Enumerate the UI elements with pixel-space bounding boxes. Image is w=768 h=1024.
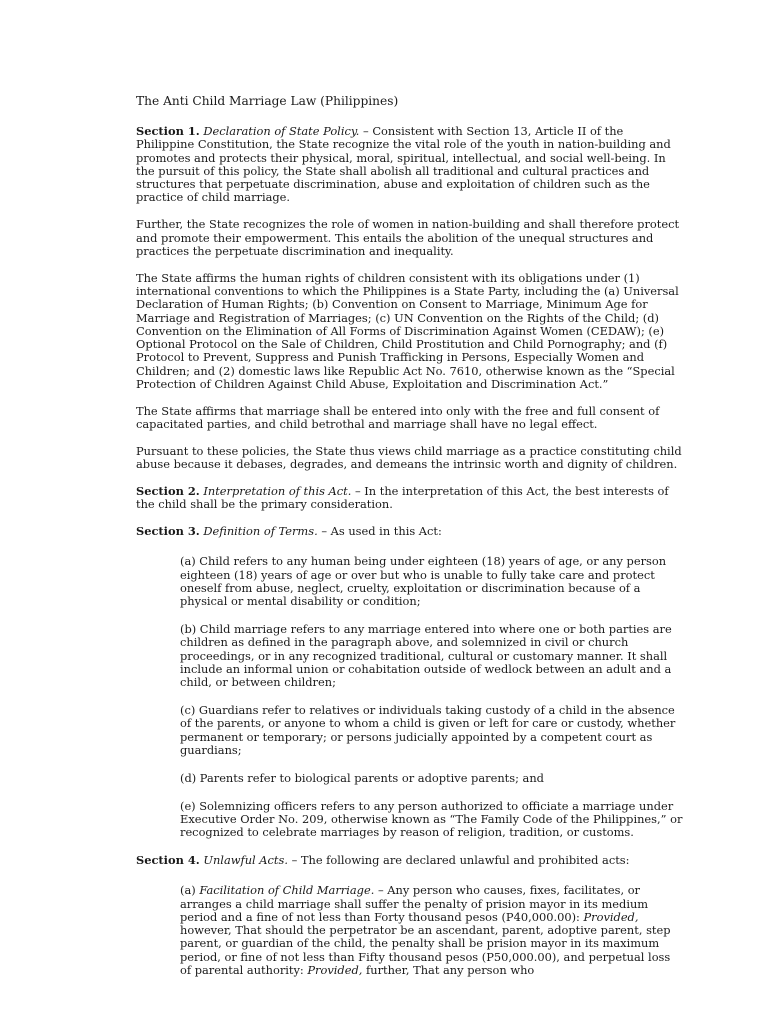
document-title: The Anti Child Marriage Law (Philippines): [136, 94, 399, 108]
section-4-paragraph: [136, 854, 684, 867]
paragraph-consent: The State affirms that marriage shall be entered into only with the free and full consent of capacitated parties, and child betrothal and marriage shall have no legal effect.: [136, 403, 660, 432]
section-3-heading: Definition of Terms.: [203, 524, 318, 539]
unlawful-act-a-provided-1: Provided,: [583, 909, 639, 924]
section-1-heading: Declaration of State Policy.: [203, 124, 360, 138]
unlawful-act-a: [180, 884, 684, 977]
unlawful-act-a-heading: Facilitation of Child Marriage.: [199, 883, 375, 898]
paragraph-rights: The State affirms the human rights of children consistent with its obligations under (1) international conventions to which the Philippines is a State Party, including the (a) Universal Declaration of Human Rights; (b) Convention on Consent to Marriage, Minimum Age for Marriage and Registration of Marriages; (c) UN Convention on the Rights of the Child; (d) Convention on the Elimination of All Forms of Discrimination Against Women (CEDAW); (e) Optional Protocol on the Sale of Children, Child Prostitution and Child Pornography; and (f) Protocol to Prevent, Suppress and Punish Trafficking in Persons, Especially Women and Children; and (2) domestic laws like Republic Act No. 7610, otherwise known as the “Special Protection of Children Against Child Abuse, Exploitation and Discrimination Act.”: [136, 270, 679, 392]
section-2-heading: Interpretation of this Act.: [203, 484, 352, 499]
unlawful-act-a-label: (a): [180, 883, 200, 898]
section-3-text: – As used in this Act:: [317, 524, 442, 539]
definition-e: (e) Solemnizing officers refers to any person authorized to officiate a marriage under Executive Order No. 209, otherwise known as “The Family Code of the Philippines,” or recognized to celebrate marriages by reason of religion, tradition, or customs.: [180, 798, 683, 840]
unlawful-act-a-text-1: – Any person who causes, fixes, facilitates, or arranges a child marriage shall suffer the penalty of prision mayor in its medium period and a fine of not less than Forty thousand pesos (P40,000.00):: [180, 883, 649, 924]
definition-a: (a) Child refers to any human being under eighteen (18) years of age, or any person eighteen (18) years of age or over but who is unable to fully take care and protect oneself from abuse, neglect, cruelty, exploitation or discrimination because of a physical or mental disability or condition;: [180, 554, 667, 609]
section-4-heading: Unlawful Acts.: [203, 852, 288, 867]
unlawful-act-a-provided-2: Provided,: [307, 963, 363, 978]
section-4-number: Section 4.: [136, 852, 200, 867]
section-3-number: Section 3.: [136, 524, 200, 539]
section-2-text: – In the interpretation of this Act, the best interests of the child shall be the primary consideration.: [136, 484, 669, 512]
section-2-number: Section 2.: [136, 484, 200, 499]
section-2-paragraph: [136, 485, 684, 512]
section-4-text: – The following are declared unlawful and prohibited acts:: [287, 852, 630, 867]
section-1-number: Section 1.: [136, 124, 200, 138]
unlawful-act-a-text-2: however, That should the perpetrator be an ascendant, parent, adoptive parent, step parent, or guardian of the child, the penalty shall be prision mayor in its maximum period, or fine of not less than Fifty thousand pesos (P50,000.00), and perpetual loss of parental authority:: [180, 923, 671, 978]
paragraph-women: Further, the State recognizes the role of women in nation-building and shall therefore protect and promote their empowerment. This entails the abolition of the unequal structures and practices the perpetuate discrimination and inequality.: [136, 217, 680, 258]
definition-d: (d) Parents refer to biological parents or adoptive parents; and: [180, 770, 544, 785]
paragraph-abuse: Pursuant to these policies, the State thus views child marriage as a practice constituting child abuse because it debases, degrades, and demeans the intrinsic worth and dignity of children.: [136, 443, 682, 472]
definition-c: (c) Guardians refer to relatives or individuals taking custody of a child in the absence of the parents, or anyone to whom a child is given or left for care or custody, whether permanent or temporary; or persons judicially appointed by a competent court as guardians;: [180, 703, 676, 757]
section-1-text: – Consistent with Section 13, Article II of the Philippine Constitution, the State recognize the vital role of the youth in nation-building and promotes and protects their physical, moral, spiritual, intellectual, and social well-being. In the pursuit of this policy, the State shall abolish all traditional and cultural practices and structures that perpetuate discrimination, abuse and exploitation of children such as the practice of child marriage.: [136, 124, 671, 205]
section-1-paragraph: [136, 125, 684, 205]
definition-b: (b) Child marriage refers to any marriage entered into where one or both parties are children as defined in the paragraph above, and solemnized in civil or church proceedings, or in any recognized traditional, cultural or customary manner. It shall include an informal union or cohabitation outside of wedlock between an adult and a child, or between children;: [180, 622, 672, 690]
unlawful-act-a-text-3: further, That any person who: [362, 963, 535, 978]
section-3-paragraph: [136, 525, 684, 538]
